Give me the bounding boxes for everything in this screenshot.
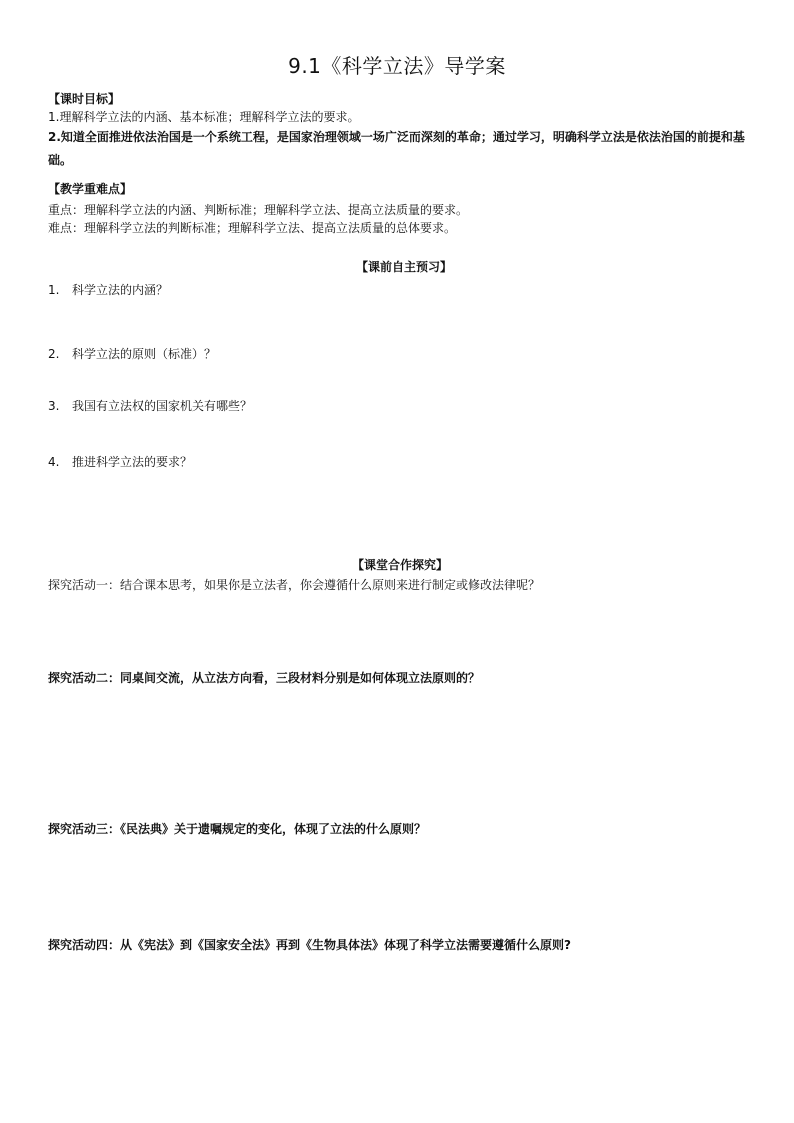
preview-question-1 — [48, 281, 168, 298]
explore-activity-4: 探究活动四：从《宪法》到《国家安全法》再到《生物具体法》体现了科学立法需要遵循什么原则? — [48, 938, 571, 952]
preview-question-4 — [48, 453, 192, 470]
question-number: 3. — [48, 399, 60, 413]
preview-question-2 — [48, 345, 216, 362]
question-number: 1. — [48, 283, 60, 297]
goals-heading: 【课时目标】 — [48, 92, 121, 106]
question-text: 科学立法的原则（标准）？ — [72, 347, 217, 361]
question-text: 科学立法的内涵？ — [72, 283, 169, 297]
preview-heading: 【课前自主预习】 — [356, 260, 453, 274]
preview-question-3 — [48, 397, 252, 414]
focus-difficult-points: 难点：理解科学立法的判断标准；理解科学立法、提高立法质量的总体要求。 — [48, 221, 457, 235]
question-text: 我国有立法权的国家机关有哪些？ — [72, 399, 253, 413]
goal-item-1: 1.理解科学立法的内涵、基本标准；理解科学立法的要求。 — [48, 110, 360, 124]
explore-activity-2: 探究活动二：同桌间交流，从立法方向看，三段材料分别是如何体现立法原则的？ — [48, 671, 481, 685]
question-text: 推进科学立法的要求？ — [72, 455, 193, 469]
focus-key-points: 重点：理解科学立法的内涵、判断标准；理解科学立法、提高立法质量的要求。 — [48, 203, 469, 217]
explore-heading: 【课堂合作探究】 — [352, 558, 449, 572]
explore-activity-3: 探究活动三：《民法典》关于遗嘱规定的变化，体现了立法的什么原则？ — [48, 822, 427, 836]
question-number: 2. — [48, 347, 60, 361]
goal-item-2: 2.知道全面推进依法治国是一个系统工程，是国家治理领域一场广泛而深刻的革命；通过学习，明确科学立法是依法治国的前提和基础。 — [48, 130, 745, 167]
explore-activity-1: 探究活动一：结合课本思考，如果你是立法者，你会遵循什么原则来进行制定或修改法律呢？ — [48, 578, 541, 592]
focus-heading: 【教学重难点】 — [48, 182, 133, 196]
question-number: 4. — [48, 455, 60, 469]
document-title: 9.1《科学立法》导学案 — [288, 54, 506, 78]
